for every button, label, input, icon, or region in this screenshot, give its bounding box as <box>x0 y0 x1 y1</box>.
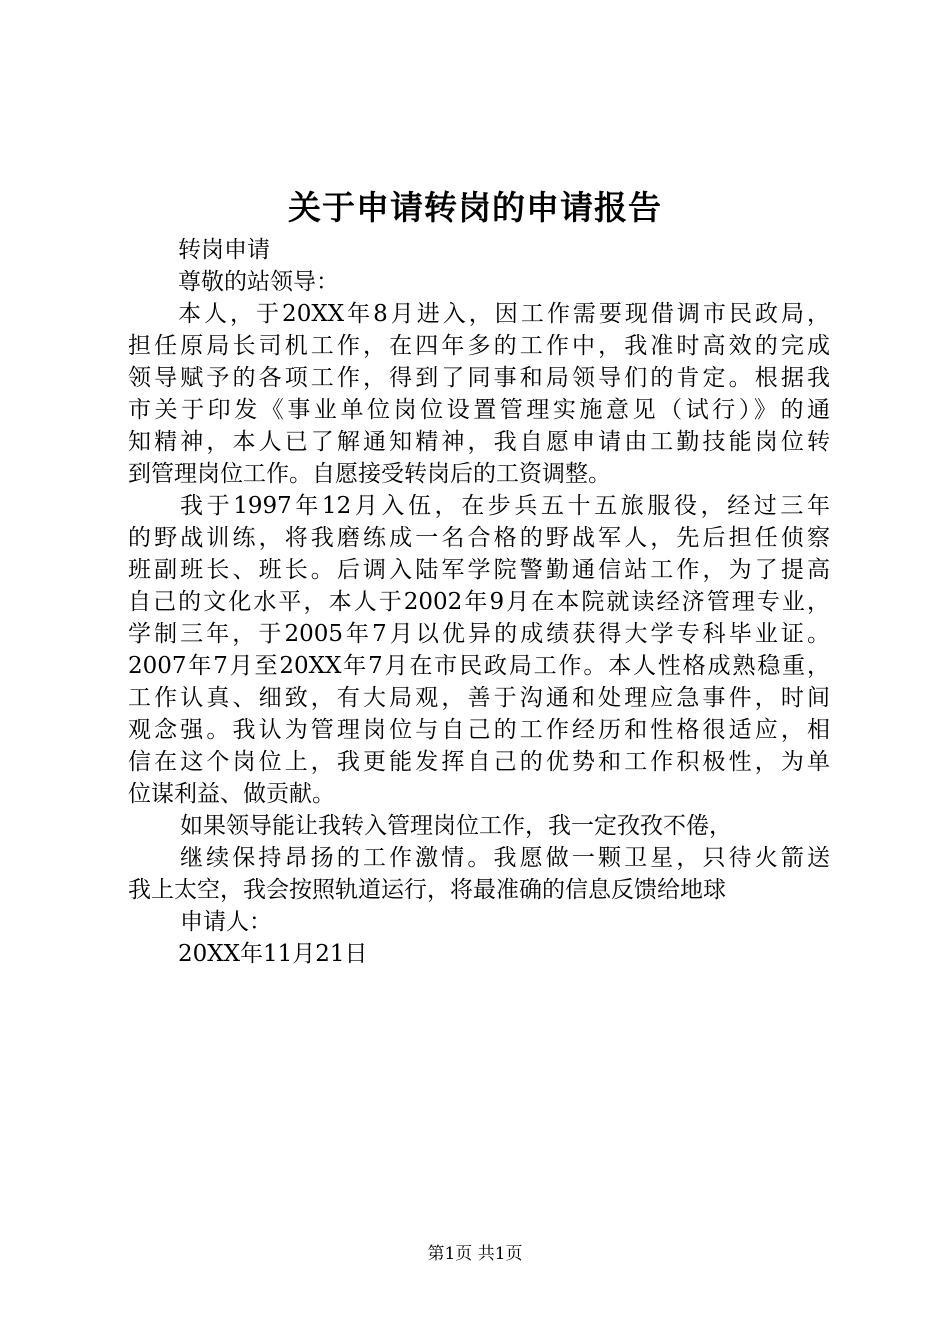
paragraph-2-line: 学制三年，于2005年7月以优异的成绩获得大学专科毕业证。 <box>128 621 830 647</box>
paragraph-2-line: 信在这个岗位上，我更能发挥自己的优势和工作积极性，为单 <box>128 749 830 775</box>
paragraph-4-line: 我上太空，我会按照轨道运行，将最准确的信息反馈给地球 <box>128 877 726 903</box>
paragraph-1-line: 知精神，本人已了解通知精神，我自愿申请由工勤技能岗位转 <box>128 429 830 455</box>
paragraph-1-line: 本人，于20XX年8月进入，因工作需要现借调市民政局， <box>178 301 830 327</box>
document-title: 关于申请转岗的申请报告 <box>288 188 662 227</box>
paragraph-2-line: 观念强。我认为管理岗位与自己的工作经历和性格很适应，相 <box>128 717 830 743</box>
paragraph-1-line: 领导赋予的各项工作，得到了同事和局领导们的肯定。根据我 <box>128 365 830 391</box>
paragraph-1-line: 担任原局长司机工作，在四年多的工作中，我准时高效的完成 <box>128 333 830 359</box>
paragraph-2-line: 2007年7月至20XX年7月在市民政局工作。本人性格成熟稳重， <box>128 653 830 679</box>
paragraph-4-line: 继续保持昂扬的工作激情。我愿做一颗卫星，只待火箭送 <box>180 845 830 871</box>
paragraph-2-line: 位谋利益、做贡献。 <box>128 781 335 807</box>
paragraph-3-line: 如果领导能让我转入管理岗位工作，我一定孜孜不倦， <box>180 813 732 839</box>
salutation: 尊敬的站领导： <box>178 269 339 295</box>
paragraph-1-line: 市关于印发《事业单位岗位设置管理实施意见（试行）》的通 <box>128 397 830 423</box>
date-line: 20XX年11月21日 <box>178 941 368 967</box>
paragraph-2-line: 班副班长、班长。后调入陆军学院警勤通信站工作，为了提高 <box>128 557 830 583</box>
page-footer: 第1页 共1页 <box>427 1244 523 1264</box>
document-body <box>128 234 830 970</box>
paragraph-1-line: 到管理岗位工作。自愿接受转岗后的工资调整。 <box>128 461 611 487</box>
paragraph-2-line: 工作认真、细致，有大局观，善于沟通和处理应急事件，时间 <box>128 685 830 711</box>
paragraph-2-line: 我于1997年12月入伍，在步兵五十五旅服役，经过三年 <box>180 493 830 519</box>
paragraph-2-line: 的野战训练，将我磨练成一名合格的野战军人，先后担任侦察 <box>128 525 830 551</box>
applicant-label: 申请人： <box>180 909 272 935</box>
subject-line: 转岗申请 <box>178 237 270 263</box>
paragraph-2-line: 自己的文化水平，本人于2002年9月在本院就读经济管理专业， <box>128 589 830 615</box>
